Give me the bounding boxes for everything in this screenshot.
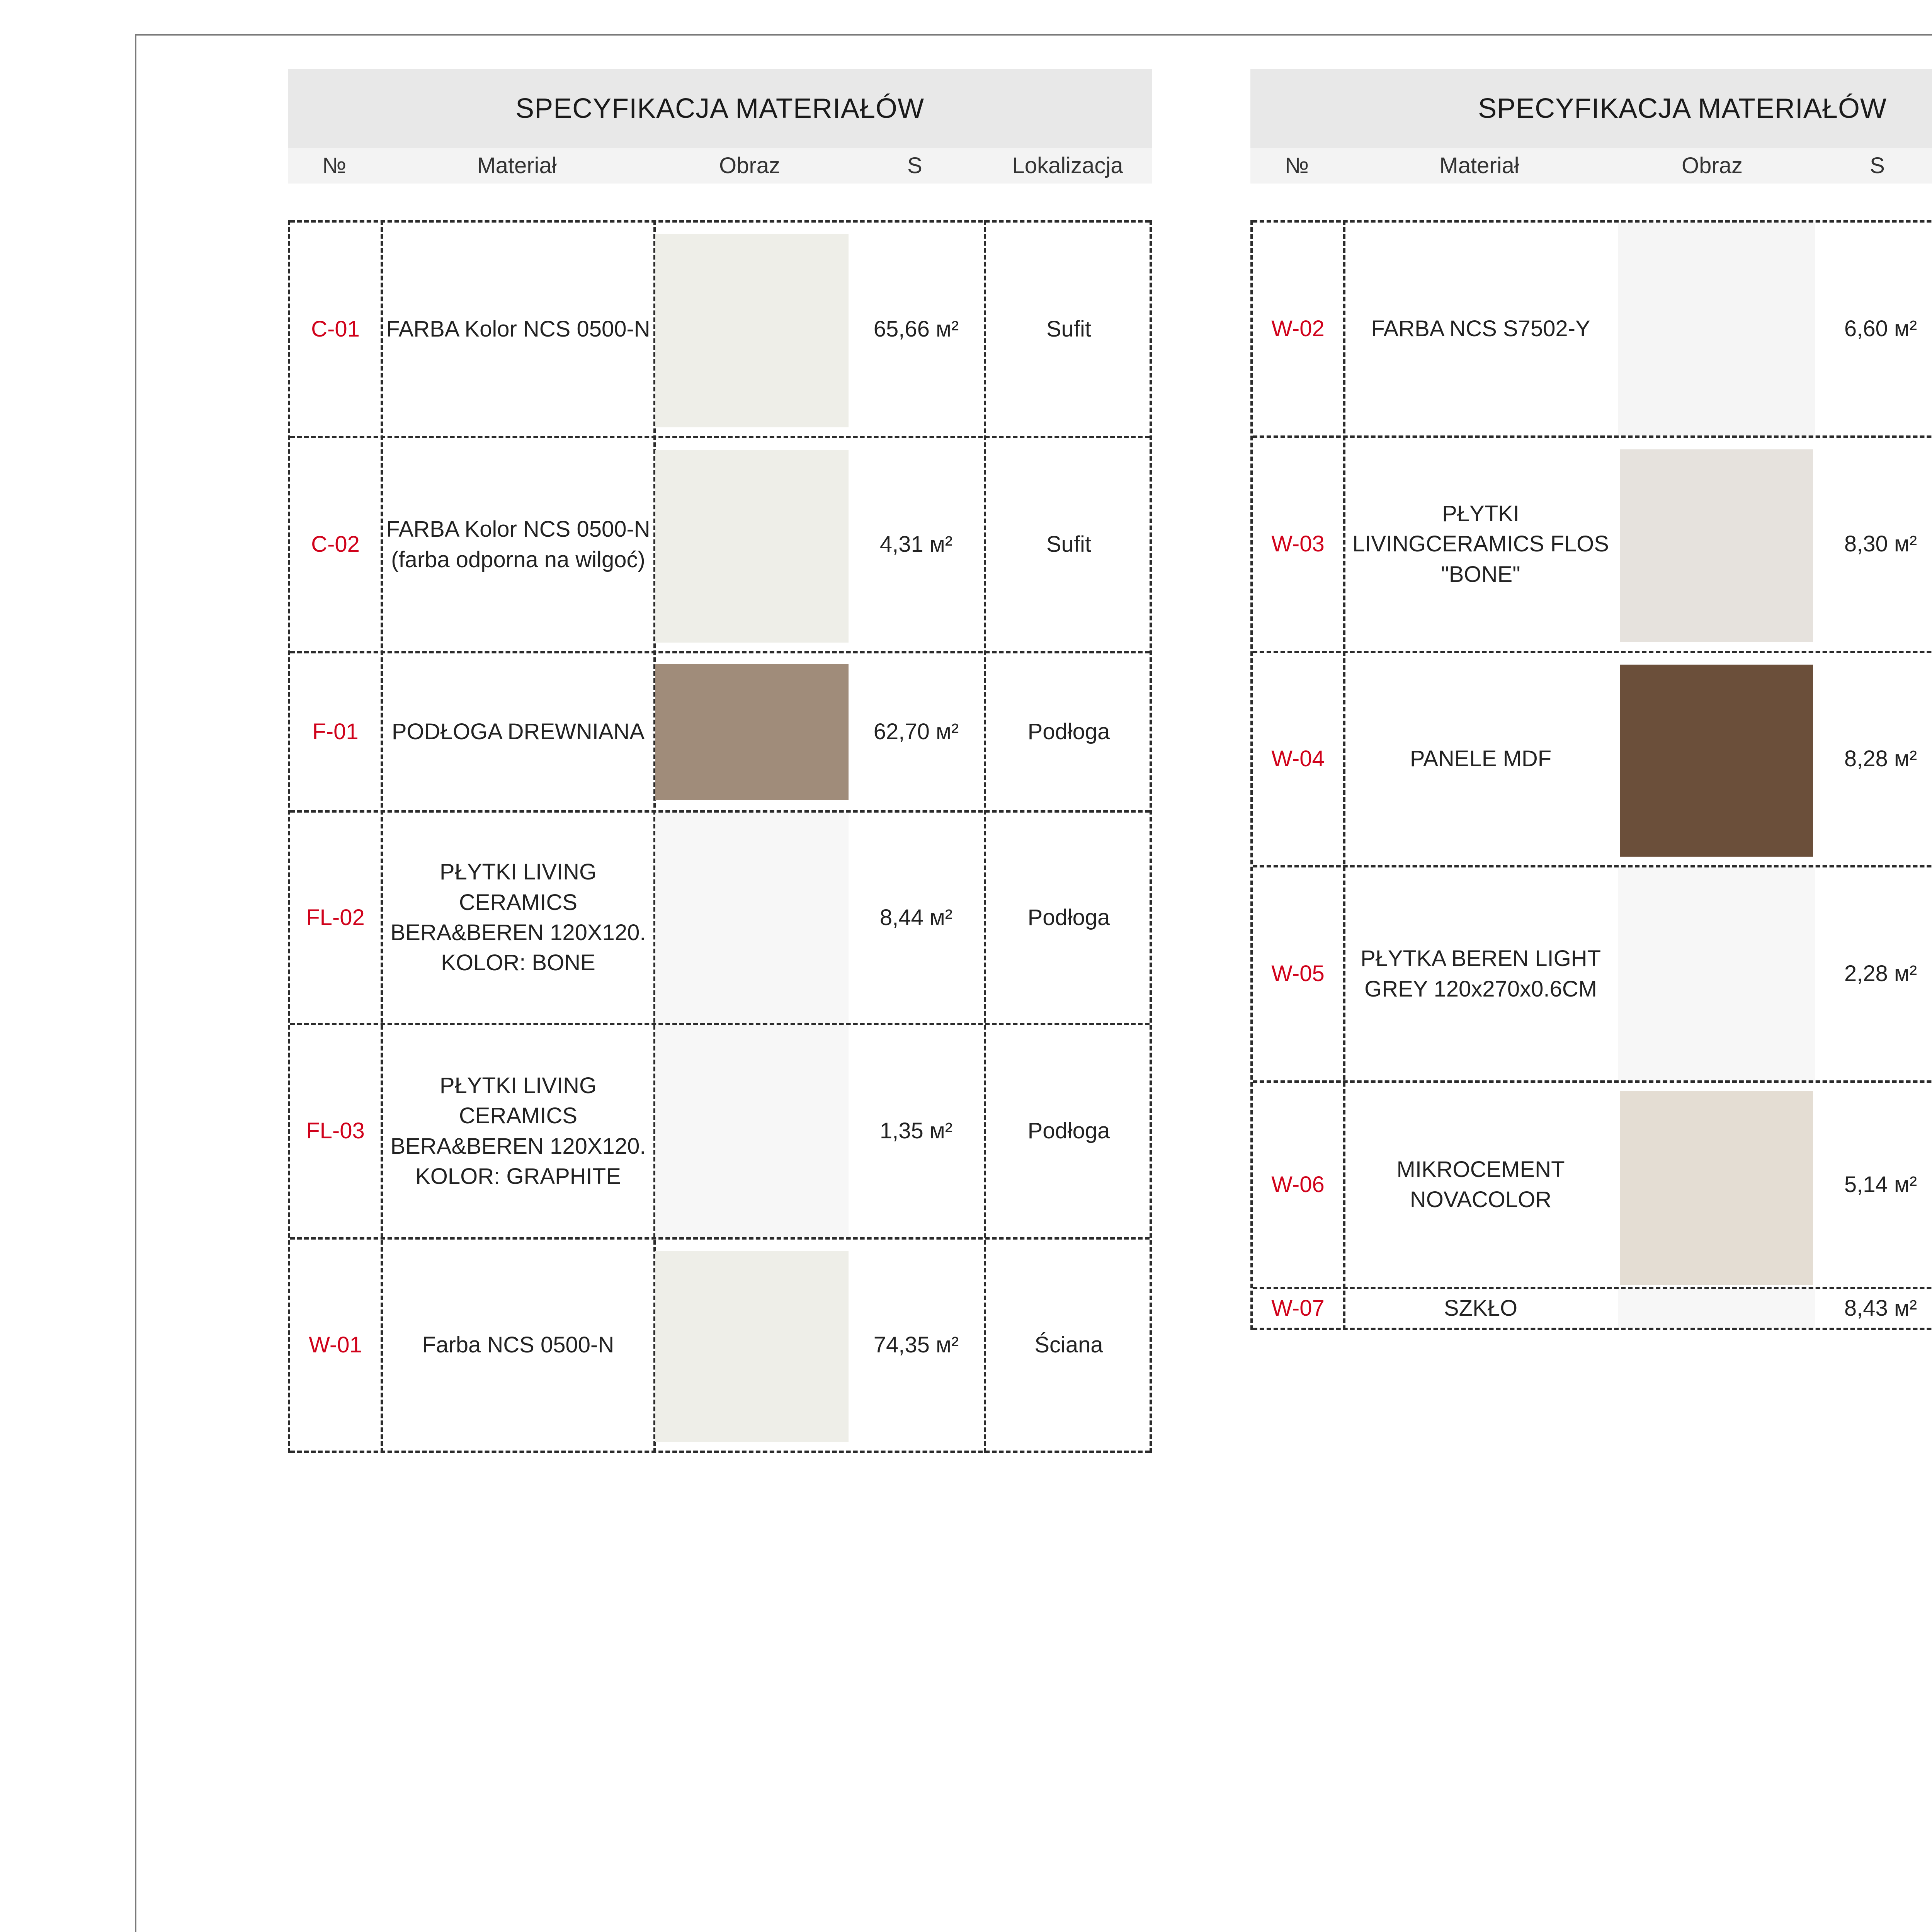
material-code: C-01 <box>311 316 360 342</box>
table-row <box>1253 1080 1932 1287</box>
column-image: Obraz <box>1682 153 1743 178</box>
material-swatch <box>655 450 849 643</box>
material-location: Podłoga <box>1027 719 1110 744</box>
material-name: PŁYTKI LIVING CERAMICS BERA&BEREN 120X120. KOLOR: BONE <box>390 859 646 976</box>
table-row <box>290 810 1150 1023</box>
material-code: FL-02 <box>306 905 365 930</box>
material-code: W-05 <box>1271 961 1325 986</box>
column-area: S <box>907 153 922 178</box>
material-name: PŁYTKA BEREN LIGHT GREY 120x270x0.6CM <box>1360 946 1601 1002</box>
material-area: 74,35 м² <box>873 1332 959 1357</box>
material-code: C-02 <box>311 532 360 557</box>
material-name: PODŁOGA DREWNIANA <box>391 719 645 744</box>
table-row <box>1253 865 1932 1080</box>
material-name: Farba NCS 0500-N <box>422 1332 614 1357</box>
material-area: 2,28 м² <box>1844 961 1917 986</box>
material-name: SZKŁO <box>1444 1295 1518 1321</box>
material-name: FARBA Kolor NCS 0500-N <box>386 316 650 342</box>
table-row <box>290 436 1150 651</box>
left-table-body <box>288 220 1152 1453</box>
material-swatch <box>1618 1289 1815 1328</box>
column-location: Lokalizacja <box>1012 153 1123 178</box>
column-material: Materiał <box>477 153 557 178</box>
right-table-title: SPECYFIKACJA MATERIAŁÓW <box>1250 69 1932 148</box>
column-image: Obraz <box>719 153 780 178</box>
table-row <box>290 1237 1150 1453</box>
material-name: MIKROCEMENT NOVACOLOR <box>1396 1156 1565 1212</box>
material-location: Podłoga <box>1027 905 1110 930</box>
material-name: FARBA Kolor NCS 0500-N (farba odporna na wilgoć) <box>386 517 650 572</box>
material-area: 6,60 м² <box>1844 316 1917 342</box>
material-area: 8,30 м² <box>1844 531 1917 557</box>
material-swatch <box>1618 223 1815 435</box>
material-name: FARBA NCS S7502-Y <box>1371 316 1590 342</box>
left-spec-table <box>288 69 1152 1357</box>
material-area: 5,14 м² <box>1844 1172 1917 1197</box>
right-spec-table <box>1250 69 1932 1321</box>
material-name: PŁYTKI LIVINGCERAMICS FLOS "BONE" <box>1352 501 1609 587</box>
material-name: PŁYTKI LIVING CERAMICS BERA&BEREN 120X120. KOLOR: GRAPHITE <box>390 1073 646 1189</box>
material-swatch <box>1620 665 1813 857</box>
material-swatch <box>655 813 849 1023</box>
material-code: W-02 <box>1271 316 1325 342</box>
right-column-headers <box>1250 148 1932 184</box>
material-area: 8,44 м² <box>879 905 953 930</box>
table-row <box>1253 1287 1932 1330</box>
material-area: 65,66 м² <box>873 316 959 342</box>
material-swatch <box>655 664 849 800</box>
column-area: S <box>1870 153 1885 178</box>
right-table-body <box>1250 220 1932 1330</box>
material-area: 4,31 м² <box>879 532 953 557</box>
material-location: Sufit <box>1046 316 1092 342</box>
left-column-headers <box>288 148 1152 184</box>
material-area: 62,70 м² <box>873 719 959 744</box>
material-area: 8,28 м² <box>1844 746 1917 772</box>
material-code: W-04 <box>1271 746 1325 772</box>
material-location: Sufit <box>1046 532 1092 557</box>
material-swatch <box>655 1251 849 1442</box>
material-area: 1,35 м² <box>879 1118 953 1144</box>
table-row <box>290 651 1150 810</box>
material-code: W-01 <box>309 1332 362 1357</box>
table-row <box>290 220 1150 436</box>
column-number: № <box>322 153 347 178</box>
column-material: Materiał <box>1439 153 1519 178</box>
material-code: F-01 <box>312 719 359 744</box>
material-code: FL-03 <box>306 1118 365 1144</box>
column-number: № <box>1284 153 1309 178</box>
material-code: W-03 <box>1271 531 1325 557</box>
table-row <box>1253 651 1932 865</box>
material-name: PANELE MDF <box>1410 746 1552 772</box>
material-code: W-07 <box>1271 1295 1325 1321</box>
material-swatch <box>655 1025 849 1237</box>
material-location: Podłoga <box>1027 1118 1110 1144</box>
table-row <box>290 1023 1150 1237</box>
material-swatch <box>1620 1091 1813 1285</box>
material-swatch <box>1618 867 1815 1080</box>
material-swatch <box>1620 449 1813 642</box>
material-area: 8,43 м² <box>1844 1295 1917 1321</box>
material-code: W-06 <box>1271 1172 1325 1197</box>
table-row <box>1253 220 1932 435</box>
material-swatch <box>655 234 849 427</box>
left-table-title: SPECYFIKACJA MATERIAŁÓW <box>288 69 1152 148</box>
table-row <box>1253 435 1932 651</box>
material-location: Ściana <box>1034 1332 1103 1357</box>
